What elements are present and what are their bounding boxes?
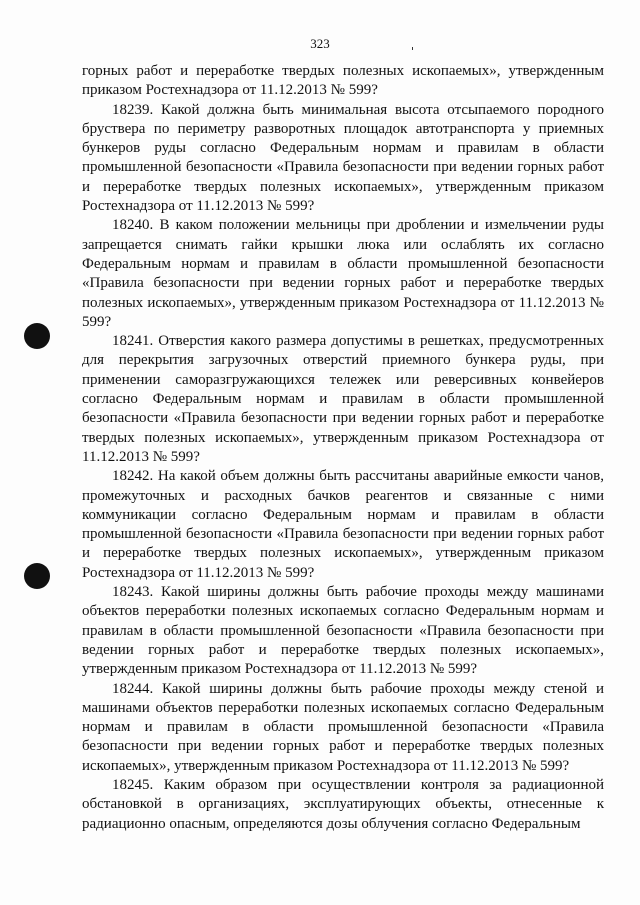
question-18240: 18240. В каком положении мельницы при дроблении и измельчении руды запрещается снимать гайки крышки люка или ослаблять их согласно Федеральным нормам и правилам в области промышленной безопасности «Правила безопасности при ведении горных работ и переработке твердых полезных ископаемых», утвержденным приказом Ростехнадзора от 11.12.2013 № 599? [82,217,604,330]
question-18239: 18239. Какой должна быть минимальная высота отсыпаемого породного бруствера по периметру разворотных площадок автотранспорта у приемных бункеров руды согласно Федеральным нормам и правилам в области промышленной безопасности «Правила безопасности при ведении горных работ и переработке твердых полезных ископаемых», утвержденным приказом Ростехнадзора от 11.12.2013 № 599? [82,101,604,215]
punch-hole-bottom [24,563,50,589]
document-body [82,62,604,834]
paragraph-continuation: горных работ и переработке твердых полезных ископаемых», утвержденным приказом Ростехнадзора от 11.12.2013 № 599? [82,63,604,99]
page-number: 323 [310,36,330,51]
question-18241: 18241. Отверстия какого размера допустимы в решетках, предусмотренных для перекрытия загрузочных отверстий приемного бункера руды, при применении саморазгружающихся тележек или реверсивных конвейеров согласно Федеральным нормам и правилам в области промышленной безопасности «Правила безопасности при ведении горных работ и переработке твердых полезных ископаемых», утвержденным приказом Ростехнадзора от 11.12.2013 № 599? [82,333,604,465]
punch-hole-top [24,323,50,349]
question-18243: 18243. Какой ширины должны быть рабочие проходы между машинами объектов переработки полезных ископаемых согласно Федеральным нормам и правилам в области промышленной безопасности «Правила безопасности при ведении горных работ и переработке твердых полезных ископаемых», утвержденным приказом Ростехнадзора от 11.12.2013 № 599? [82,584,604,678]
question-18242: 18242. На какой объем должны быть рассчитаны аварийные емкости чанов, промежуточных и расходных бачков реагентов и связанные с ними коммуникации согласно Федеральным нормам и правилам в области промышленной безопасности «Правила безопасности при ведении горных работ и переработке твердых полезных ископаемых», утвержденным приказом Ростехнадзора от 11.12.2013 № 599? [82,468,604,581]
question-18245: 18245. Каким образом при осуществлении контроля за радиационной обстановкой в организациях, эксплуатирующих объекты, отнесенные к радиационно опасным, определяются дозы облучения согласно Федеральным [82,776,604,832]
question-18244: 18244. Какой ширины должны быть рабочие проходы между стеной и машинами объектов переработки полезных ископаемых согласно Федеральным нормам и правилам в области промышленной безопасности «Правила безопасности при ведении горных работ и переработке твердых полезных ископаемых», утвержденным приказом Ростехнадзора от 11.12.2013 № 599? [82,680,604,774]
